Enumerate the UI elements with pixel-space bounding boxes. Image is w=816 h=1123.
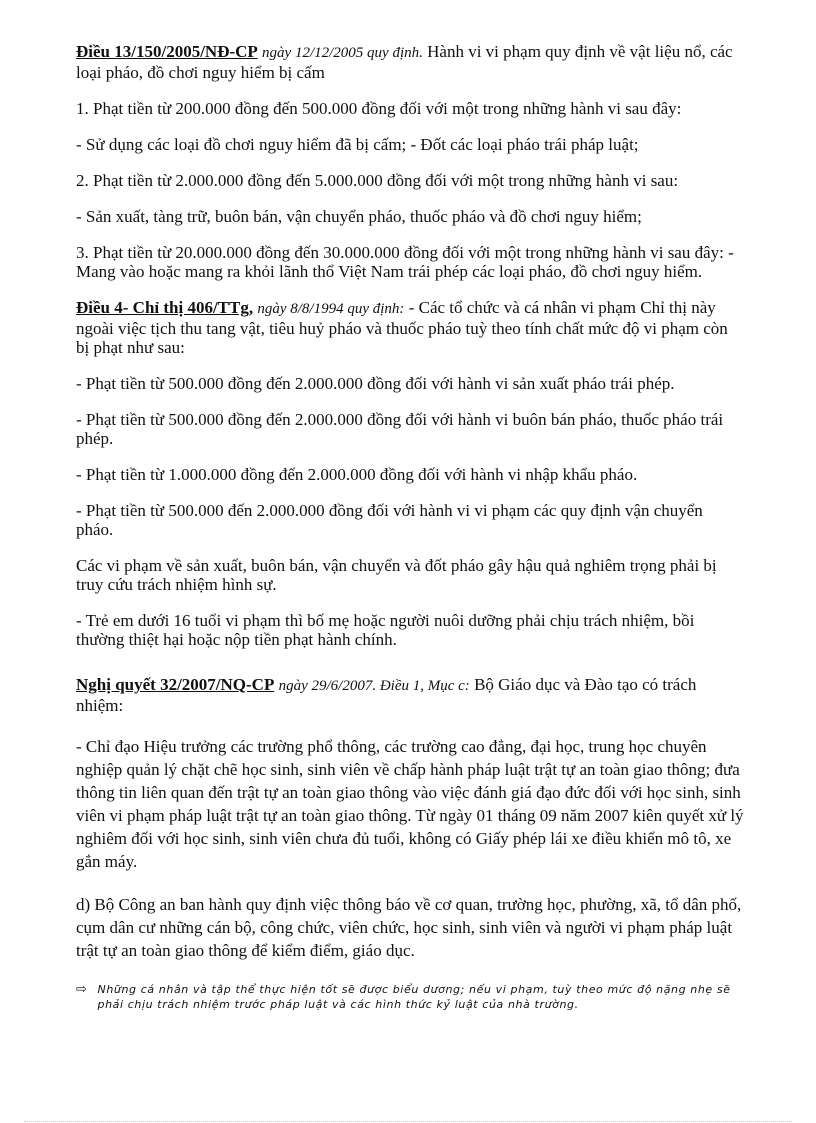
section-1-intro <box>76 42 744 82</box>
section-3-date: ngày 29/6/2007. Điều 1, Mục c: <box>278 678 470 694</box>
section-1-paragraph-1: 1. Phạt tiền từ 200.000 đồng đến 500.000 đồng đối với một trong những hành vi sau đây: <box>76 99 682 118</box>
section-2-text: - Các tổ chức và cá nhân vi phạm Chỉ thị này ngoài việc tịch thu tang vật, tiêu huỷ pháo và thuốc pháo tuỳ theo tính chất mức độ vi phạm còn bị phạt như sau: <box>76 298 728 357</box>
section-1-paragraph-5: 3. Phạt tiền từ 20.000.000 đồng đến 30.000.000 đồng đối với một trong những hành vi sau đây: - Mang vào hoặc mang ra khỏi lãnh thổ Việt Nam trái phép các loại pháo, đồ chơi nguy hiểm. <box>76 243 734 281</box>
section-2-paragraph-2: - Phạt tiền từ 500.000 đồng đến 2.000.000 đồng đối với hành vi buôn bán pháo, thuốc pháo trái phép. <box>76 410 724 448</box>
section-3-paragraph-1: - Chỉ đạo Hiệu trưởng các trường phổ thông, các trường cao đẳng, đại học, trung học chuyên nghiệp quản lý chặt chẽ học sinh, sinh viên về chấp hành pháp luật trật tự an toàn giao thông; đưa thông tin liên quan đến trật tự an toàn giao thông vào việc đánh giá đạo đức đối với học sinh, sinh viên vi phạm pháp luật trật tự an toàn giao thông. Từ ngày 01 tháng 09 năm 2007 kiên quyết xử lý nghiêm đối với học sinh, sinh viên chưa đủ tuổi, không có Giấy phép lái xe điều khiển mô tô, xe gắn máy. <box>76 737 744 871</box>
section-1-paragraph-2: - Sử dụng các loại đồ chơi nguy hiểm đã bị cấm; - Đốt các loại pháo trái pháp luật; <box>76 135 639 154</box>
page-bottom-divider <box>24 1121 792 1122</box>
section-2-paragraph-3: - Phạt tiền từ 1.000.000 đồng đến 2.000.000 đồng đối với hành vi nhập khẩu pháo. <box>76 465 638 484</box>
section-2-paragraph-5: Các vi phạm về sản xuất, buôn bán, vận chuyển và đốt pháo gây hậu quả nghiêm trọng phải bị truy cứu trách nhiệm hình sự. <box>76 556 717 594</box>
section-2-heading: Điều 4- Chỉ thị 406/TTg, <box>76 298 254 317</box>
section-3-text: Bộ Giáo dục và Đào tạo có trách nhiệm: <box>76 675 697 715</box>
closing-note <box>76 982 744 1012</box>
section-2-intro <box>76 298 744 357</box>
section-2-paragraph-6: - Trẻ em dưới 16 tuổi vi phạm thì bố mẹ hoặc người nuôi dưỡng phải chịu trách nhiệm, bồi thường thiệt hại hoặc nộp tiền phạt hành chính. <box>76 611 695 649</box>
section-3-heading: Nghị quyết 32/2007/NQ-CP <box>76 675 275 694</box>
section-1-date: ngày 12/12/2005 quy định. <box>262 45 423 61</box>
closing-note-text: Những cá nhân và tập thể thực hiện tốt sẽ được biểu dương; nếu vi phạm, tuỳ theo mức độ nặng nhẹ sẽ phải chịu trách nhiệm trước pháp luật và các hình thức kỷ luật của nhà trường. <box>97 983 731 1011</box>
document-page <box>76 42 744 1012</box>
section-3-paragraph-2: d) Bộ Công an ban hành quy định việc thông báo về cơ quan, trường học, phường, xã, tổ dân phố, cụm dân cư những cán bộ, công chức, viên chức, học sinh, sinh viên và người vi phạm pháp luật trật tự an toàn giao thông để kiểm điểm, giáo dục. <box>76 895 742 960</box>
section-1-paragraph-4: - Sản xuất, tàng trữ, buôn bán, vận chuyển pháo, thuốc pháo và đồ chơi nguy hiểm; <box>76 207 642 226</box>
section-2-paragraph-4: - Phạt tiền từ 500.000 đến 2.000.000 đồng đối với hành vi vi phạm các quy định vận chuyển pháo. <box>76 501 703 539</box>
section-1-text: Hành vi vi phạm quy định về vật liệu nổ, các loại pháo, đồ chơi nguy hiểm bị cấm <box>76 42 733 82</box>
section-1-paragraph-3: 2. Phạt tiền từ 2.000.000 đồng đến 5.000.000 đồng đối với một trong những hành vi sau: <box>76 171 679 190</box>
section-2-paragraph-1: - Phạt tiền từ 500.000 đồng đến 2.000.000 đồng đối với hành vi sản xuất pháo trái phép. <box>76 374 675 393</box>
section-3-intro <box>76 675 744 715</box>
arrow-right-icon: ⇨ <box>76 982 88 997</box>
section-2-date: ngày 8/8/1994 quy định: <box>257 301 405 317</box>
section-1-heading: Điều 13/150/2005/NĐ-CP <box>76 42 258 61</box>
